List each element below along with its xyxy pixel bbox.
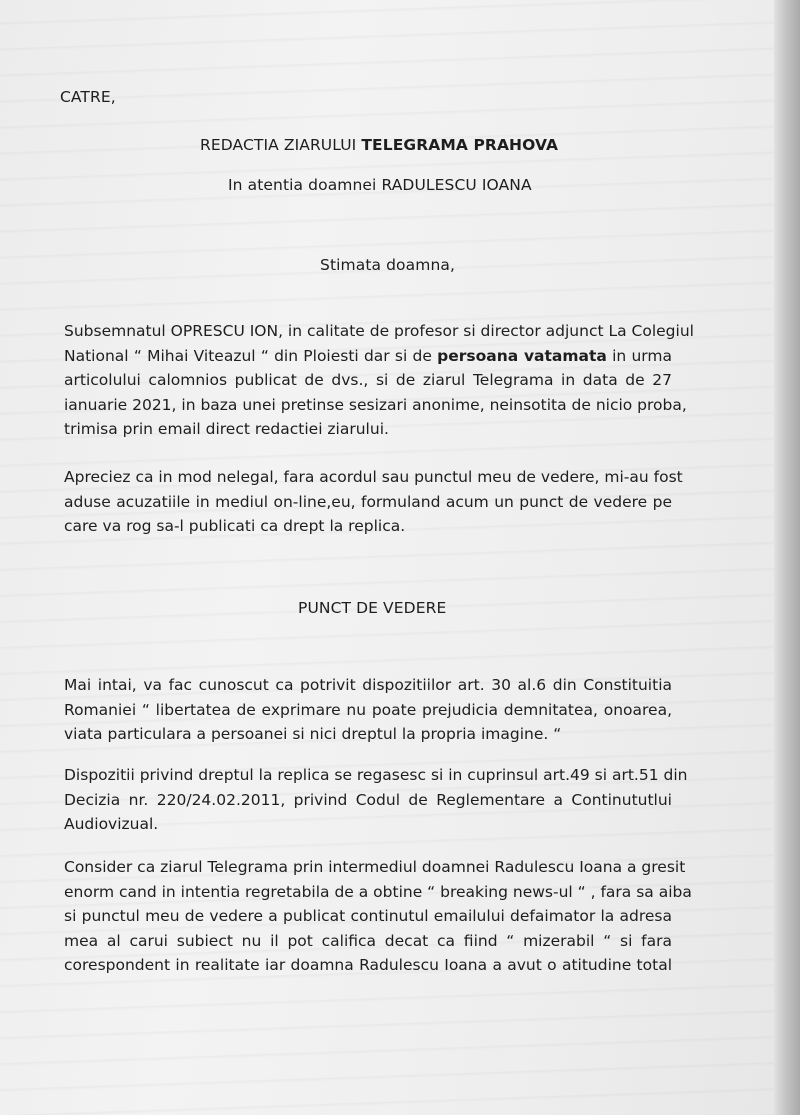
page-edge-shadow xyxy=(774,0,800,1115)
intro-paragraph xyxy=(64,319,694,442)
paragraph-line: viata particulara a persoanei si nici dreptul la propria imagine. “ xyxy=(64,725,562,744)
paragraph-line: mea al carui subiect nu il pot califica decat ca fiind “ mizerabil “ si fara xyxy=(64,931,672,950)
paragraph-line: Dispozitii privind dreptul la replica se regasesc si in cuprinsul art.49 si art.51 din xyxy=(64,766,688,784)
paragraph-line: Apreciez ca in mod nelegal, fara acordul sau punctul meu de vedere, mi-au fost xyxy=(64,468,683,486)
text-span: National “ Mihai Viteazul “ din Ploiesti dar si de xyxy=(64,346,438,365)
paragraph-line: Consider ca ziarul Telegrama prin intermediul doamnei Radulescu Ioana a gresit xyxy=(64,858,686,876)
paragraph-line: ianuarie 2021, in baza unei pretinse sesizari anonime, neinsotita de nicio proba, xyxy=(64,395,687,414)
attention-line: In atentia doamnei RADULESCU IOANA xyxy=(228,176,532,194)
paragraph-line: trimisa prin email direct redactiei ziarului. xyxy=(64,420,389,439)
paragraph-line: Decizia nr. 220/24.02.2011, privind Codul de Reglementare a Continututlui xyxy=(64,790,672,809)
paragraph-line: Subsemnatul OPRESCU ION, in calitate de profesor si director adjunct La Colegiul xyxy=(64,322,694,340)
paragraph-line: corespondent in realitate iar doamna Radulescu Ioana a avut o atitudine total xyxy=(64,956,672,975)
paragraph-line: Audiovizual. xyxy=(64,815,159,834)
paragraph-line: aduse acuzatiile in mediul on-line,eu, formuland acum un punct de vedere pe xyxy=(64,492,672,511)
paragraph-line: enorm cand in intentia regretabila de a obtine “ breaking news-ul “ , fara sa aiba xyxy=(64,882,692,901)
bold-phrase: persoana vatamata xyxy=(437,346,607,365)
opinion-paragraph xyxy=(64,465,683,539)
paragraph-line: articolului calomnios publicat de dvs., si de ziarul Telegrama in data de 27 xyxy=(64,371,672,390)
heading-prefix: REDACTIA ZIARULUI xyxy=(200,136,362,154)
paragraph-line: Mai intai, va fac cunoscut ca potrivit dispozitiilor art. 30 al.6 din Constituitia xyxy=(64,676,672,694)
greeting-line: Stimata doamna, xyxy=(320,256,455,274)
consider-paragraph xyxy=(64,855,692,978)
text-span: in urma xyxy=(606,346,672,365)
newspaper-heading xyxy=(200,133,558,157)
constitution-paragraph xyxy=(64,673,672,747)
section-title: PUNCT DE VEDERE xyxy=(298,599,447,617)
heading-newspaper-name: TELEGRAMA PRAHOVA xyxy=(361,136,559,154)
provisions-paragraph xyxy=(64,763,688,837)
paragraph-line: Romaniei “ libertatea de exprimare nu poate prejudicia demnitatea, onoarea, xyxy=(64,700,672,719)
paragraph-line xyxy=(64,344,672,369)
recipient-line: CATRE, xyxy=(60,88,116,106)
paragraph-line: si punctul meu de vedere a publicat continutul emailului defaimator la adresa xyxy=(64,907,672,926)
paragraph-line: care va rog sa-l publicati ca drept la replica. xyxy=(64,517,406,536)
